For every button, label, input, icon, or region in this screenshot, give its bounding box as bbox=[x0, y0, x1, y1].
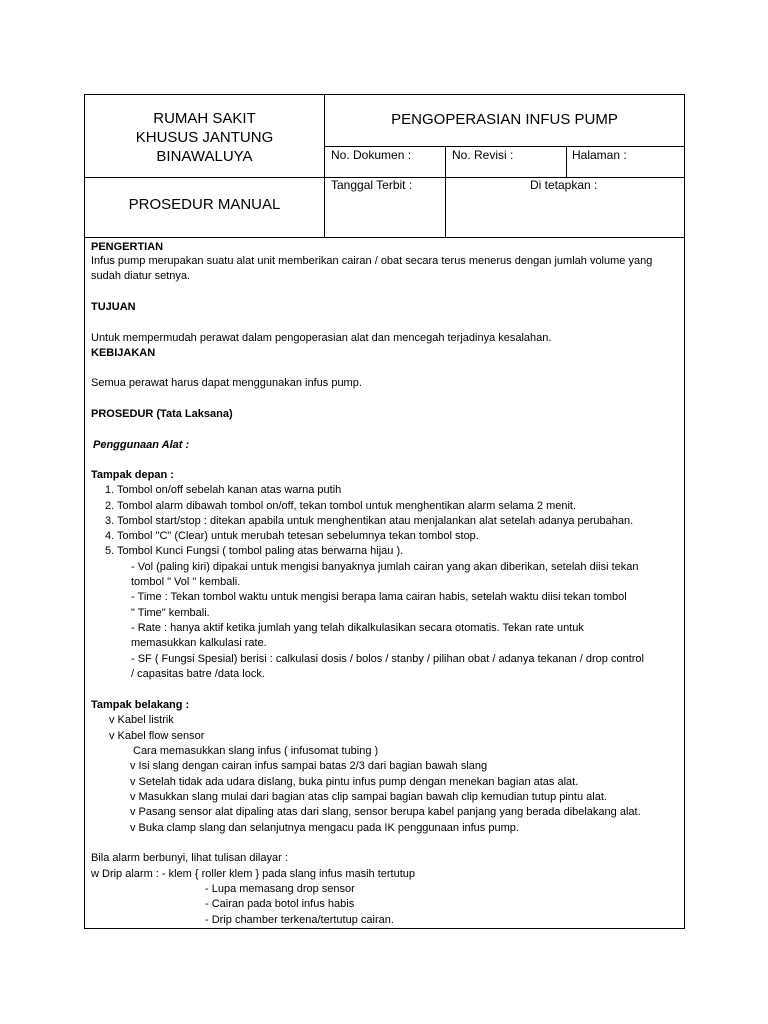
drip-cause: - Lupa memasang drop sensor bbox=[205, 883, 355, 895]
tanggal-terbit-label: Tanggal Terbit : bbox=[331, 178, 413, 192]
tujuan-text: Untuk mempermudah perawat dalam pengoperasian alat dan mencegah terjadinya kesalahan. bbox=[91, 332, 552, 344]
fungsi-line: " Time" kembali. bbox=[131, 607, 210, 619]
fungsi-line: memasukkan kalkulasi rate. bbox=[131, 637, 267, 649]
fungsi-line: - Vol (paling kiri) dipakai untuk mengisi banyaknya jumlah cairan yang akan diberikan, setelah diisi tekan bbox=[131, 561, 639, 573]
di-tetapkan-label: Di tetapkan : bbox=[530, 178, 598, 192]
fungsi-line: - Time : Tekan tombol waktu untuk mengisi berapa lama cairan habis, setelah waktu diisi tekan tombol bbox=[131, 591, 627, 603]
pengertian-heading: PENGERTIAN bbox=[91, 241, 164, 253]
alarm-intro: Bila alarm berbunyi, lihat tulisan dilayar : bbox=[91, 852, 288, 864]
hospital-name-line: BINAWALUYA bbox=[156, 148, 253, 165]
halaman-label: Halaman : bbox=[572, 148, 627, 162]
hospital-name bbox=[85, 109, 324, 166]
tampak-belakang-heading: Tampak belakang : bbox=[91, 699, 190, 711]
tampak-depan-item: 5. Tombol Kunci Fungsi ( tombol paling atas berwarna hijau ). bbox=[105, 545, 404, 557]
fungsi-line: - SF ( Fungsi Spesial) berisi : calkulasi dosis / bolos / stanby / pilihan obat / adanya tekanan / drop control bbox=[131, 653, 644, 665]
tujuan-heading: TUJUAN bbox=[91, 301, 136, 313]
tampak-depan-item: 2. Tombol alarm dibawah tombol on/off, tekan tombol untuk menghentikan alarm selama 2 menit. bbox=[105, 500, 577, 512]
belakang-item: v Kabel listrik bbox=[109, 714, 174, 726]
cara-item: v Buka clamp slang dan selanjutnya mengacu pada IK penggunaan infus pump. bbox=[130, 822, 519, 834]
kebijakan-text: Semua perawat harus dapat menggunakan infus pump. bbox=[91, 377, 362, 389]
prosedur-manual-label: PROSEDUR MANUAL bbox=[128, 196, 281, 213]
kebijakan-heading: KEBIJAKAN bbox=[91, 347, 156, 359]
fungsi-line: tombol " Vol " kembali. bbox=[131, 576, 241, 588]
belakang-item: v Kabel flow sensor bbox=[109, 730, 205, 742]
drip-cause: - Cairan pada botol infus habis bbox=[205, 898, 355, 910]
no-revisi-label: No. Revisi : bbox=[452, 148, 514, 162]
cara-heading: Cara memasukkan slang infus ( infusomat tubing ) bbox=[133, 745, 379, 757]
fungsi-line: / capasitas batre /data lock. bbox=[131, 668, 265, 680]
cara-item: v Masukkan slang mulai dari bagian atas clip sampai bagian bawah clip kemudian tutup pintu alat. bbox=[130, 791, 607, 803]
tampak-depan-heading: Tampak depan : bbox=[91, 469, 174, 481]
tampak-depan-item: 1. Tombol on/off sebelah kanan atas warna putih bbox=[105, 484, 342, 496]
cara-item: v Isi slang dengan cairan infus sampai batas 2/3 dari bagian bawah slang bbox=[130, 760, 488, 772]
hospital-name-line: KHUSUS JANTUNG bbox=[135, 129, 274, 146]
cara-item: v Setelah tidak ada udara dislang, buka pintu infus pump dengan menekan bagian atas alat. bbox=[130, 776, 579, 788]
pengertian-text: sudah diatur setnya. bbox=[91, 270, 191, 282]
document-title: PENGOPERASIAN INFUS PUMP bbox=[391, 111, 618, 128]
tampak-depan-item: 4. Tombol "C" (Clear) untuk merubah tetesan sebelumnya tekan tombol stop. bbox=[105, 530, 479, 542]
prosedur-heading: PROSEDUR (Tata Laksana) bbox=[91, 408, 233, 420]
document-header bbox=[85, 95, 684, 237]
penggunaan-alat-heading: Penggunaan Alat : bbox=[93, 439, 190, 451]
drip-cause: - Drip chamber terkena/tertutup cairan. bbox=[205, 914, 394, 926]
cara-item: v Pasang sensor alat dipaling atas dari slang, sensor berupa kabel panjang yang berada dibelakang alat. bbox=[130, 806, 641, 818]
no-dokumen-label: No. Dokumen : bbox=[331, 148, 412, 162]
tampak-depan-item: 3. Tombol start/stop : ditekan apabila untuk menghentikan atau menjalankan alat setelah adanya perubahan. bbox=[105, 515, 634, 527]
fungsi-line: - Rate : hanya aktif ketika jumlah yang telah dikalkulasikan secara otomatis. Tekan rate untuk bbox=[131, 622, 584, 634]
procedure-document bbox=[84, 94, 685, 929]
pengertian-text: Infus pump merupakan suatu alat unit memberikan cairan / obat secara terus menerus dengan jumlah volume yang bbox=[91, 255, 653, 267]
drip-alarm: w Drip alarm : - klem { roller klem } pada slang infus masih tertutup bbox=[91, 868, 416, 880]
hospital-name-line: RUMAH SAKIT bbox=[153, 110, 256, 127]
